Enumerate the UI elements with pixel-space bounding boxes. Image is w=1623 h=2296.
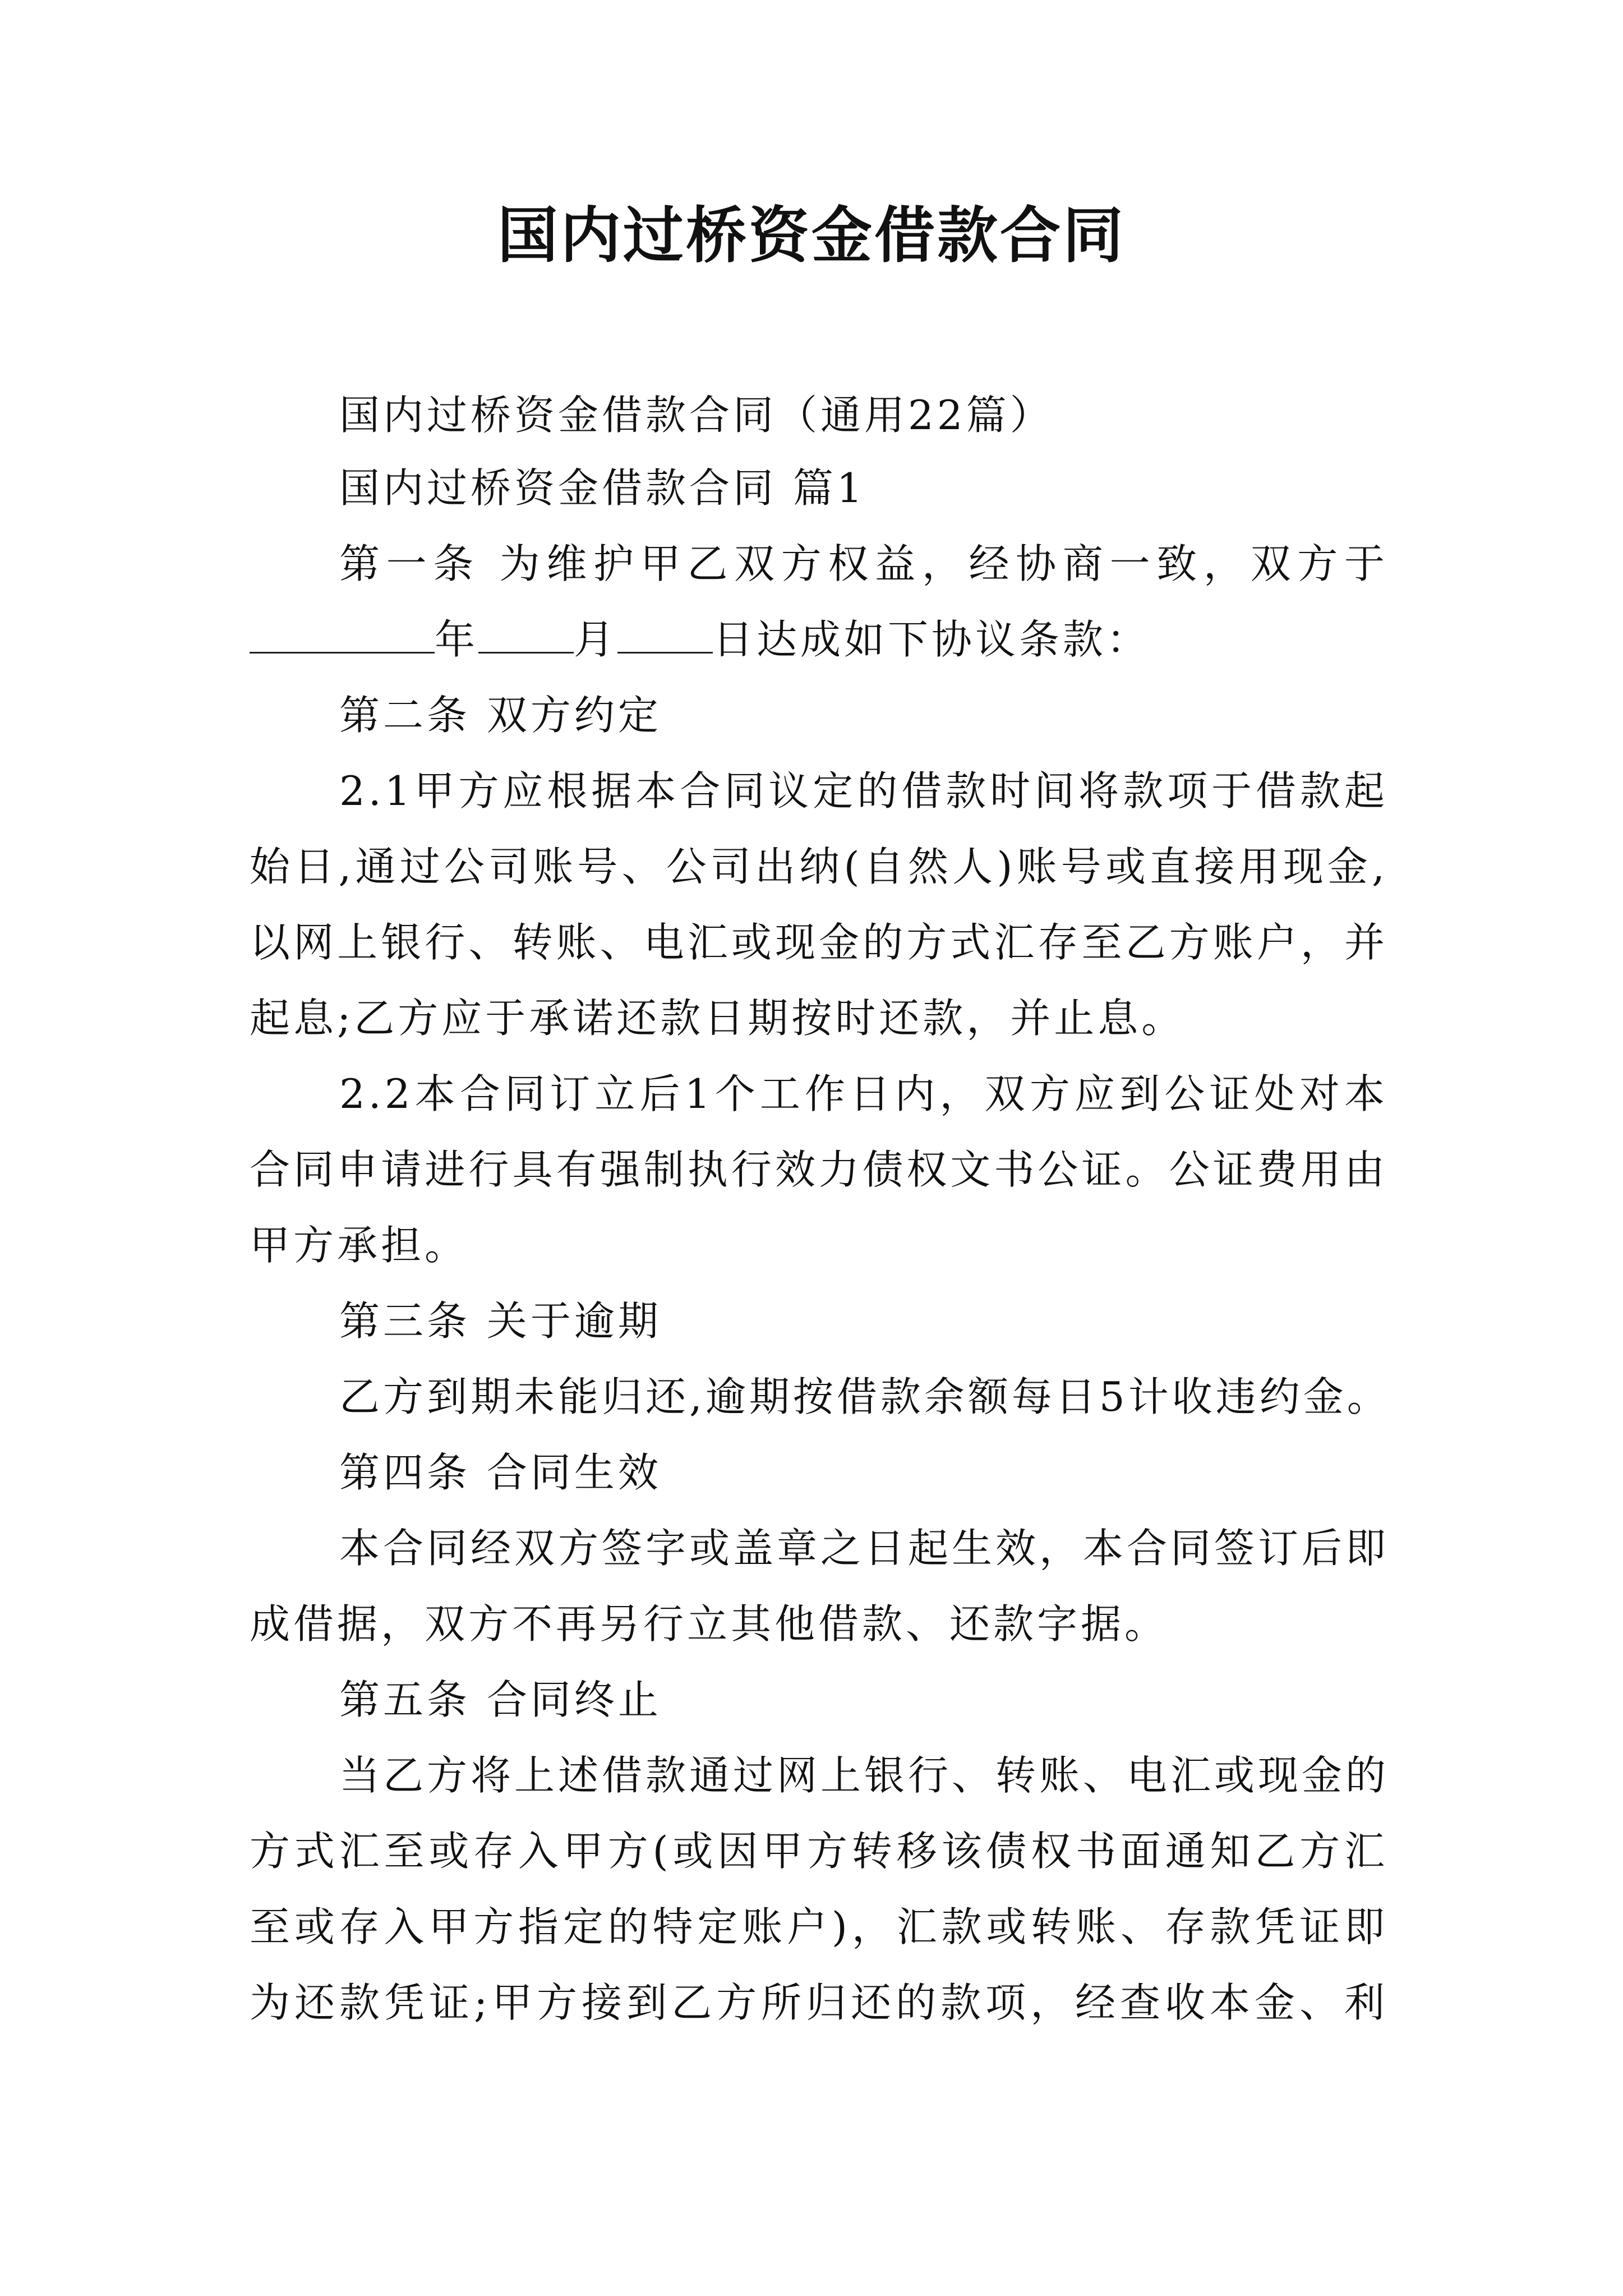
article3-heading: 第三条 关于逾期	[339, 1297, 662, 1345]
document-title: 国内过桥资金借款合同	[497, 200, 1126, 271]
paragraph-5-line3: 至或存入甲方指定的特定账户)，汇款或转账、存款凭证即	[250, 1903, 1388, 1950]
paragraph-4-line2: 成借据，双方不再另行立其他借款、还款字据。	[250, 1600, 1169, 1648]
paragraph-2-2-line3: 甲方承担。	[250, 1222, 469, 1269]
paragraph-2-1-line2: 始日,通过公司账号、公司出纳(自然人)账号或直接用现金,	[250, 843, 1388, 890]
month-label: 月	[574, 616, 618, 663]
paragraph-4-line1: 本合同经双方签字或盖章之日起生效，本合同签订后即	[339, 1525, 1390, 1572]
month-blank	[478, 613, 574, 654]
article5-heading: 第五条 合同终止	[339, 1676, 662, 1723]
paragraph-2-1-line4: 起息;乙方应于承诺还款日期按时还款，并止息。	[250, 995, 1186, 1042]
document-subtitle: 国内过桥资金借款合同（通用22篇）	[339, 392, 1054, 439]
paragraph-2-1-line3: 以网上银行、转账、电汇或现金的方式汇存至乙方账户，并	[250, 919, 1388, 966]
paragraph-3-line1: 乙方到期未能归还,逾期按借款余额每日5计收违约金。	[339, 1373, 1391, 1420]
paragraph-2-2-line1: 2.2本合同订立后1个工作日内，双方应到公证处对本	[339, 1070, 1388, 1117]
article1-date-line	[250, 611, 1388, 668]
paragraph-5-line4: 为还款凭证;甲方接到乙方所归还的款项，经查收本金、利	[250, 1979, 1388, 2026]
year-label: 年	[435, 616, 479, 663]
year-blank	[250, 613, 435, 654]
article2-heading: 第二条 双方约定	[339, 692, 662, 739]
article1-tail: 日达成如下协议条款：	[713, 616, 1151, 663]
article1-line1: 第一条 为维护甲乙双方权益，经协商一致，双方于	[339, 540, 1388, 587]
paragraph-5-line2: 方式汇至或存入甲方(或因甲方转移该债权书面通知乙方汇	[250, 1828, 1388, 1875]
paragraph-2-2-line2: 合同申请进行具有强制执行效力债权文书公证。公证费用由	[250, 1146, 1388, 1193]
day-blank	[617, 613, 713, 654]
paragraph-2-1-line1: 2.1甲方应根据本合同议定的借款时间将款项于借款起	[339, 767, 1388, 815]
part-heading: 国内过桥资金借款合同 篇1	[339, 464, 866, 512]
article4-heading: 第四条 合同生效	[339, 1449, 662, 1496]
paragraph-5-line1: 当乙方将上述借款通过网上银行、转账、电汇或现金的	[339, 1752, 1390, 1799]
